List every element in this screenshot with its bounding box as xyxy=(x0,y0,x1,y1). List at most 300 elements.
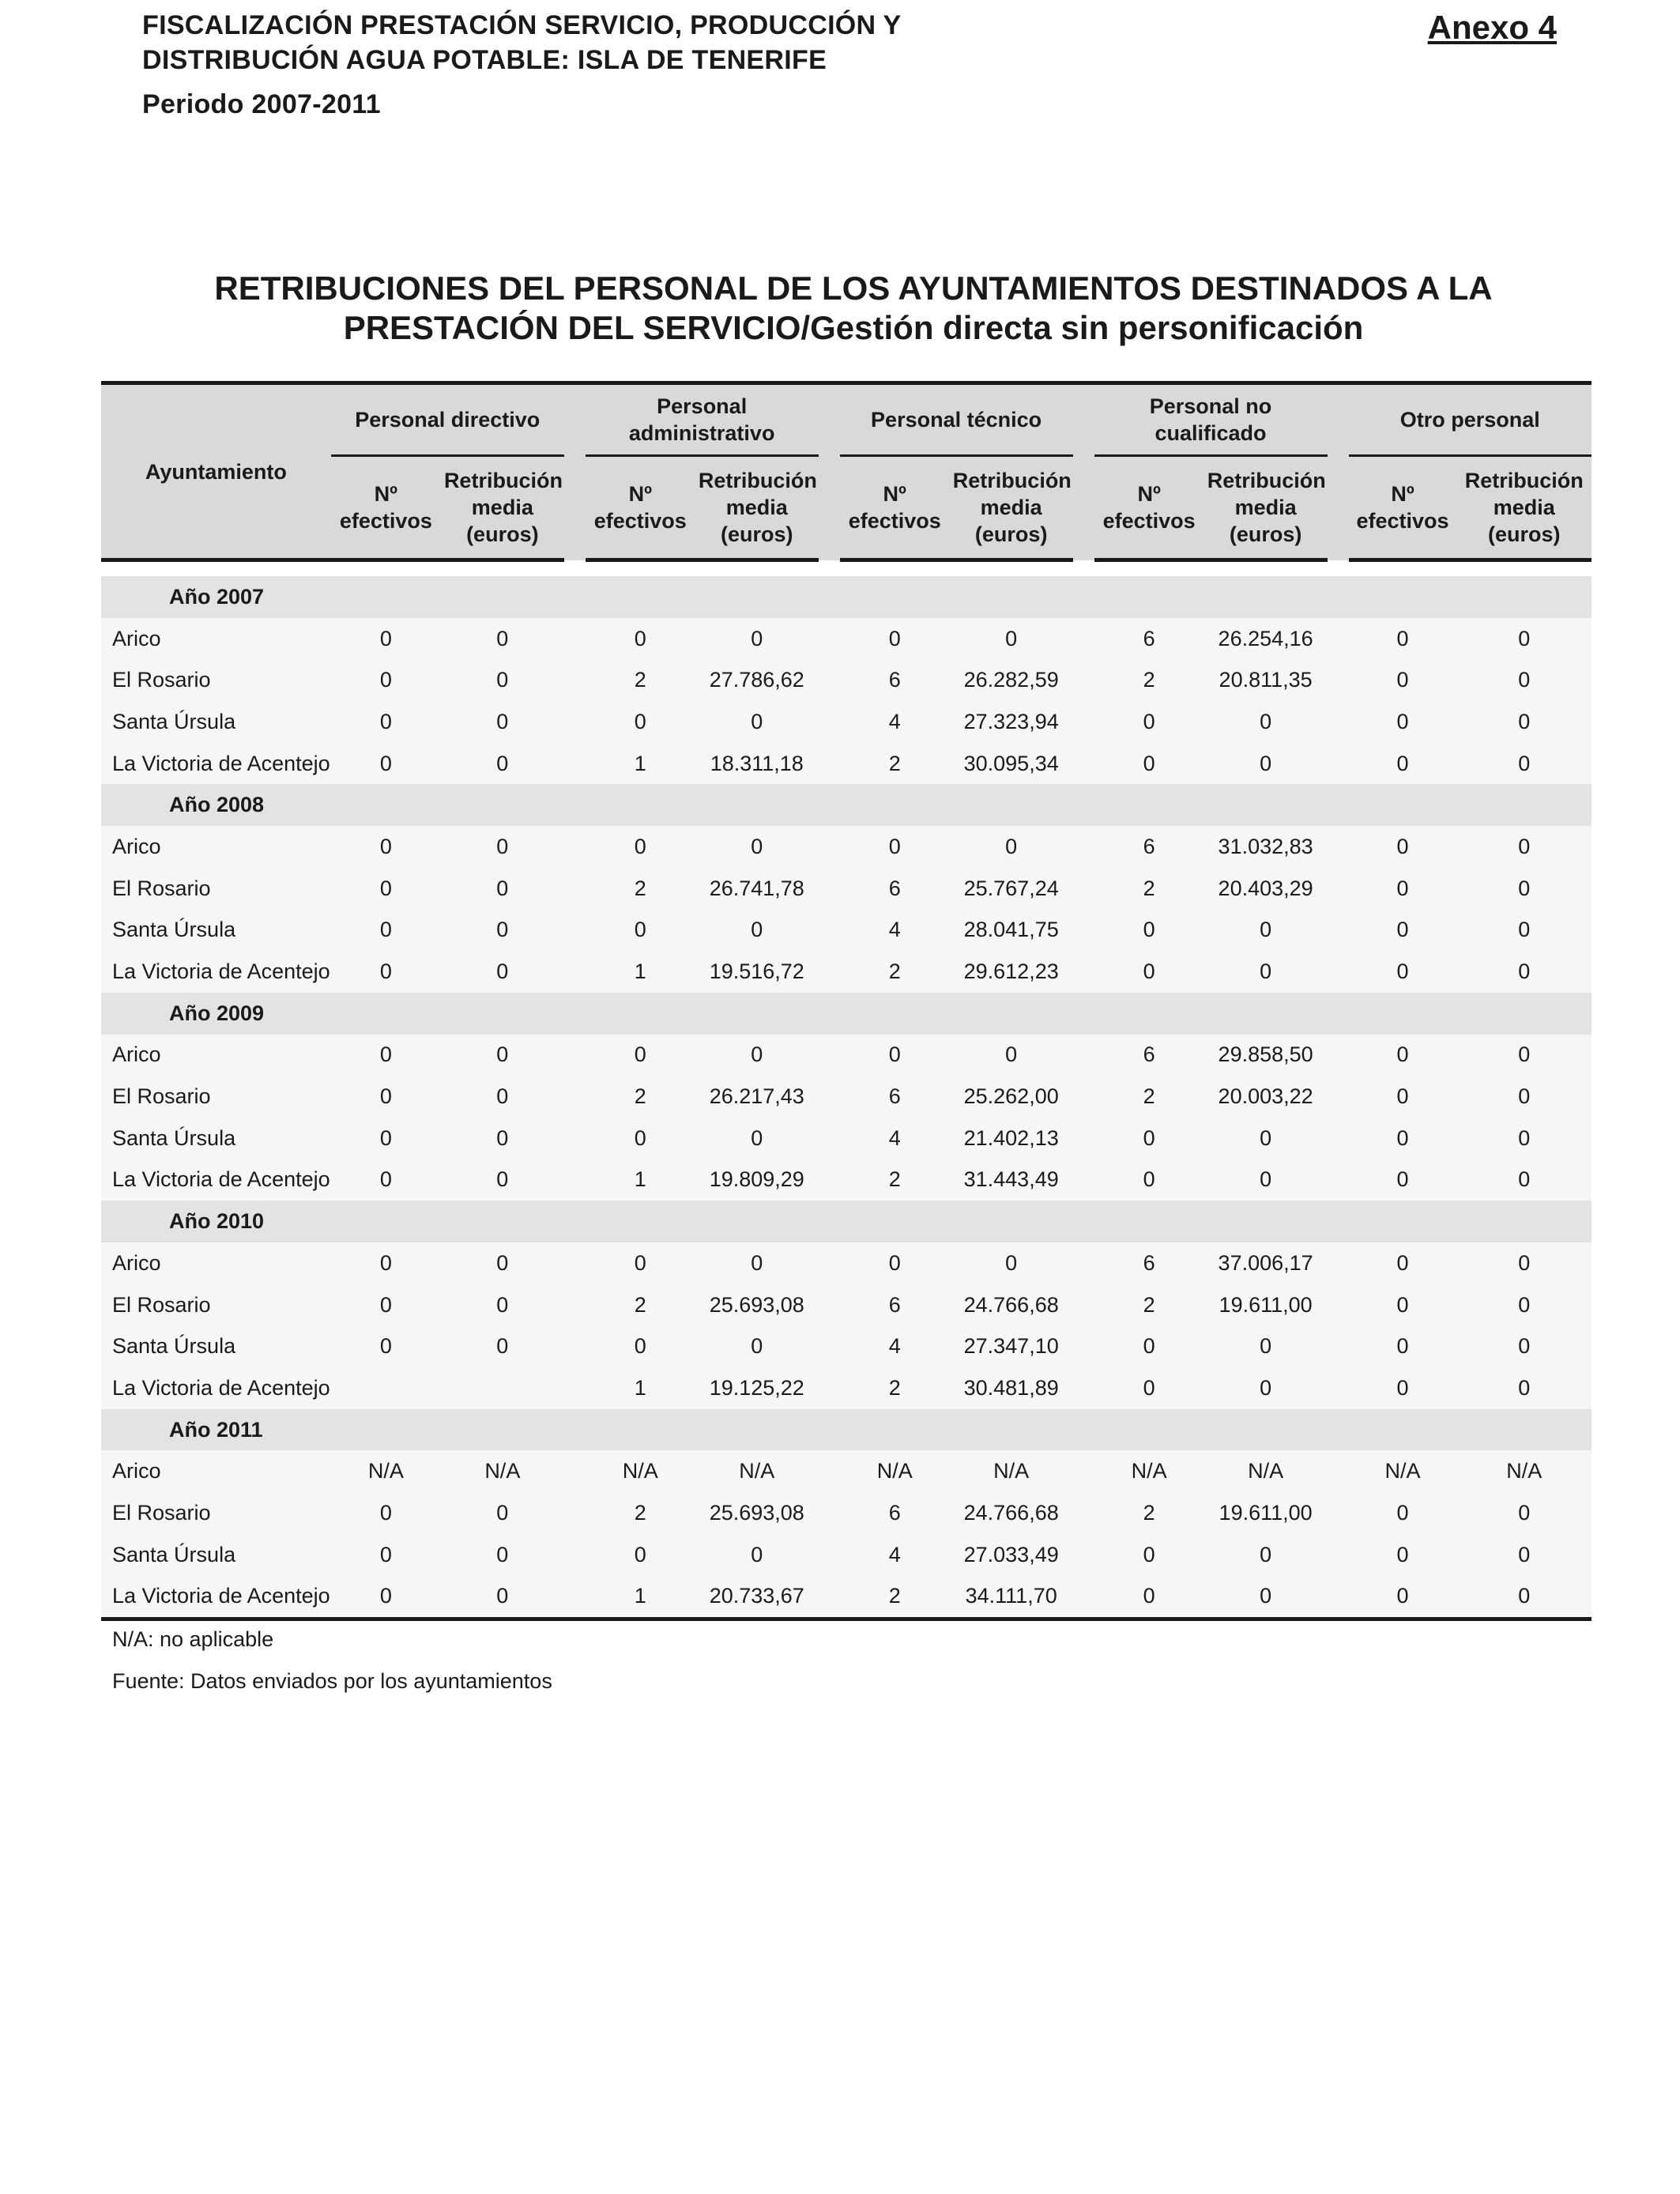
pay-cell: 0 xyxy=(1457,826,1591,868)
count-cell: 2 xyxy=(1094,1284,1204,1326)
pay-cell: 0 xyxy=(1457,1242,1591,1284)
column-gap xyxy=(564,1284,586,1326)
pay-cell: 0 xyxy=(441,1035,564,1076)
column-gap xyxy=(1328,1534,1349,1576)
column-gap xyxy=(1328,826,1349,868)
count-cell: 4 xyxy=(840,1325,950,1367)
count-cell: 4 xyxy=(840,701,950,743)
year-label: Año 2009 xyxy=(101,993,1591,1035)
pay-cell: 31.032,83 xyxy=(1204,826,1328,868)
count-cell: 0 xyxy=(1349,1035,1457,1076)
count-cell: 0 xyxy=(331,659,441,701)
pay-cell: 26.217,43 xyxy=(695,1076,819,1118)
column-gap xyxy=(1328,1035,1349,1076)
count-cell: 6 xyxy=(840,1492,950,1534)
pay-cell: 27.033,49 xyxy=(950,1534,1073,1576)
pay-cell: 0 xyxy=(441,1076,564,1118)
pay-cell: 21.402,13 xyxy=(950,1118,1073,1159)
pay-cell: N/A xyxy=(695,1450,819,1492)
column-gap xyxy=(819,383,840,560)
pay-cell: 25.767,24 xyxy=(950,868,1073,910)
column-header-pay: Retribución media (euros) xyxy=(695,456,819,560)
column-gap xyxy=(564,826,586,868)
count-cell: 0 xyxy=(586,1035,695,1076)
count-cell: 0 xyxy=(331,1534,441,1576)
column-gap xyxy=(819,659,840,701)
column-header-pay: Retribución media (euros) xyxy=(1204,456,1328,560)
pay-cell: 0 xyxy=(1457,1576,1591,1619)
count-cell: 0 xyxy=(1349,1325,1457,1367)
count-cell: 6 xyxy=(1094,618,1204,660)
municipality-name: La Victoria de Acentejo xyxy=(101,1159,331,1201)
municipality-name: El Rosario xyxy=(101,1076,331,1118)
table-row xyxy=(101,1450,1591,1492)
pay-cell: 0 xyxy=(1457,743,1591,785)
count-cell: 0 xyxy=(331,743,441,785)
count-cell: 6 xyxy=(1094,826,1204,868)
column-gap xyxy=(1073,743,1094,785)
count-cell: 0 xyxy=(331,1159,441,1201)
table-row xyxy=(101,1325,1591,1367)
count-cell: 2 xyxy=(1094,1076,1204,1118)
table-row xyxy=(101,1118,1591,1159)
count-cell: 0 xyxy=(331,1325,441,1367)
count-cell: 0 xyxy=(1094,1118,1204,1159)
year-label: Año 2008 xyxy=(101,784,1591,826)
pay-cell: 0 xyxy=(695,1035,819,1076)
column-gap xyxy=(819,701,840,743)
pay-cell: 0 xyxy=(1204,1159,1328,1201)
count-cell: 1 xyxy=(586,1159,695,1201)
column-group-header: Personal técnico xyxy=(840,383,1073,456)
pay-cell: 0 xyxy=(1457,701,1591,743)
column-gap xyxy=(564,701,586,743)
pay-cell: 26.741,78 xyxy=(695,868,819,910)
count-cell: 0 xyxy=(331,1035,441,1076)
municipality-name: La Victoria de Acentejo xyxy=(101,1576,331,1619)
count-cell: 0 xyxy=(331,1242,441,1284)
pay-cell: 30.481,89 xyxy=(950,1367,1073,1409)
column-gap xyxy=(1073,1325,1094,1367)
table-row xyxy=(101,1367,1591,1409)
count-cell: N/A xyxy=(1349,1450,1457,1492)
count-cell: 2 xyxy=(1094,659,1204,701)
count-cell: 0 xyxy=(1094,1367,1204,1409)
column-gap xyxy=(1328,1076,1349,1118)
count-cell: 0 xyxy=(1349,868,1457,910)
count-cell: 0 xyxy=(331,868,441,910)
count-cell: 0 xyxy=(586,1325,695,1367)
pay-cell: 0 xyxy=(695,826,819,868)
pay-cell: 0 xyxy=(441,1242,564,1284)
count-cell: 0 xyxy=(331,910,441,952)
column-header-count: Nº efectivos xyxy=(1094,456,1204,560)
table-row xyxy=(101,1035,1591,1076)
count-cell: N/A xyxy=(331,1450,441,1492)
pay-cell: 18.311,18 xyxy=(695,743,819,785)
column-gap xyxy=(1073,1035,1094,1076)
count-cell: 0 xyxy=(1349,1118,1457,1159)
pay-cell: 28.041,75 xyxy=(950,910,1073,952)
count-cell: 0 xyxy=(1349,1284,1457,1326)
table-row xyxy=(101,868,1591,910)
pay-cell: N/A xyxy=(1204,1450,1328,1492)
municipality-name: La Victoria de Acentejo xyxy=(101,1367,331,1409)
column-gap xyxy=(819,618,840,660)
annex-label: Anexo 4 xyxy=(1427,9,1557,46)
column-gap xyxy=(564,1325,586,1367)
count-cell: 0 xyxy=(1349,1076,1457,1118)
count-cell: 1 xyxy=(586,951,695,993)
pay-cell: 29.858,50 xyxy=(1204,1035,1328,1076)
pay-cell: 25.693,08 xyxy=(695,1492,819,1534)
count-cell: 4 xyxy=(840,1534,950,1576)
table-row xyxy=(101,826,1591,868)
pay-cell: 0 xyxy=(441,659,564,701)
table-row xyxy=(101,659,1591,701)
pay-cell: 0 xyxy=(1204,951,1328,993)
pay-cell: 0 xyxy=(1457,1159,1591,1201)
column-gap xyxy=(1328,910,1349,952)
column-gap xyxy=(1328,383,1349,560)
municipality-name: Arico xyxy=(101,1450,331,1492)
count-cell: 0 xyxy=(1349,1492,1457,1534)
count-cell: 2 xyxy=(840,1159,950,1201)
column-gap xyxy=(819,910,840,952)
municipality-name: El Rosario xyxy=(101,1492,331,1534)
pay-cell: 0 xyxy=(1457,868,1591,910)
count-cell: 0 xyxy=(586,618,695,660)
table-body xyxy=(101,560,1591,1619)
count-cell: 2 xyxy=(586,1076,695,1118)
count-cell: 6 xyxy=(840,1076,950,1118)
pay-cell: 0 xyxy=(441,1576,564,1619)
column-gap xyxy=(564,659,586,701)
pay-cell: 20.733,67 xyxy=(695,1576,819,1619)
column-gap xyxy=(1073,1284,1094,1326)
column-gap xyxy=(564,951,586,993)
pay-cell: 0 xyxy=(695,618,819,660)
count-cell: 1 xyxy=(586,1576,695,1619)
count-cell: 2 xyxy=(840,1367,950,1409)
pay-cell: 0 xyxy=(1457,1492,1591,1534)
pay-cell: 0 xyxy=(1204,1534,1328,1576)
pay-cell: 0 xyxy=(695,701,819,743)
pay-cell: 26.282,59 xyxy=(950,659,1073,701)
year-label: Año 2010 xyxy=(101,1201,1591,1242)
column-gap xyxy=(564,743,586,785)
year-row xyxy=(101,784,1591,826)
count-cell: 0 xyxy=(331,1576,441,1619)
column-gap xyxy=(819,1284,840,1326)
column-gap xyxy=(1328,618,1349,660)
pay-cell: 0 xyxy=(441,618,564,660)
column-gap xyxy=(1328,1576,1349,1619)
pay-cell: 0 xyxy=(950,618,1073,660)
column-gap xyxy=(564,1076,586,1118)
table-title xyxy=(103,269,1604,348)
municipality-name: Arico xyxy=(101,1035,331,1076)
pay-cell: 20.003,22 xyxy=(1204,1076,1328,1118)
count-cell: 6 xyxy=(1094,1035,1204,1076)
pay-cell: 19.516,72 xyxy=(695,951,819,993)
table-row xyxy=(101,1242,1591,1284)
pay-cell: 26.254,16 xyxy=(1204,618,1328,660)
column-group-header: Personal administrativo xyxy=(586,383,819,456)
pay-cell: 19.125,22 xyxy=(695,1367,819,1409)
count-cell: 0 xyxy=(1094,910,1204,952)
column-gap xyxy=(1328,868,1349,910)
column-gap xyxy=(564,1576,586,1619)
count-cell: 0 xyxy=(331,618,441,660)
table-row xyxy=(101,1576,1591,1619)
pay-cell: 27.323,94 xyxy=(950,701,1073,743)
pay-cell: N/A xyxy=(950,1450,1073,1492)
table-title-line-2: PRESTACIÓN DEL SERVICIO/Gestión directa sin personificación xyxy=(343,309,1364,346)
municipality-name: El Rosario xyxy=(101,1284,331,1326)
column-gap xyxy=(1328,1284,1349,1326)
column-gap xyxy=(1073,1534,1094,1576)
count-cell: 0 xyxy=(840,826,950,868)
pay-cell: 0 xyxy=(1457,1035,1591,1076)
table-notes xyxy=(112,1619,552,1702)
municipality-name: El Rosario xyxy=(101,868,331,910)
column-gap xyxy=(564,1159,586,1201)
column-gap xyxy=(819,1450,840,1492)
count-cell: 2 xyxy=(840,743,950,785)
pay-cell: 0 xyxy=(441,910,564,952)
count-cell: 0 xyxy=(1349,701,1457,743)
pay-cell: 20.811,35 xyxy=(1204,659,1328,701)
count-cell: 2 xyxy=(586,868,695,910)
municipality-name: Santa Úrsula xyxy=(101,1534,331,1576)
count-cell: N/A xyxy=(1094,1450,1204,1492)
pay-cell: 37.006,17 xyxy=(1204,1242,1328,1284)
pay-cell: 0 xyxy=(1457,1325,1591,1367)
pay-cell: 0 xyxy=(950,1242,1073,1284)
pay-cell: 0 xyxy=(441,1284,564,1326)
column-gap xyxy=(1073,1576,1094,1619)
column-gap xyxy=(1328,1450,1349,1492)
pay-cell: 0 xyxy=(1204,1118,1328,1159)
column-gap xyxy=(1073,1159,1094,1201)
column-gap xyxy=(819,951,840,993)
pay-cell: 0 xyxy=(1457,1367,1591,1409)
note-source: Fuente: Datos enviados por los ayuntamientos xyxy=(112,1669,552,1693)
column-gap xyxy=(564,383,586,560)
municipality-name: La Victoria de Acentejo xyxy=(101,743,331,785)
column-gap xyxy=(1328,1325,1349,1367)
pay-cell: 0 xyxy=(441,1325,564,1367)
table-row xyxy=(101,1159,1591,1201)
count-cell: 0 xyxy=(1094,1534,1204,1576)
column-header-pay: Retribución media (euros) xyxy=(1457,456,1591,560)
count-cell: 2 xyxy=(1094,1492,1204,1534)
column-gap xyxy=(1073,868,1094,910)
count-cell: 0 xyxy=(586,1534,695,1576)
column-gap xyxy=(564,1450,586,1492)
pay-cell: 24.766,68 xyxy=(950,1492,1073,1534)
count-cell: 0 xyxy=(1094,951,1204,993)
year-row xyxy=(101,1201,1591,1242)
column-gap xyxy=(1328,1159,1349,1201)
column-gap xyxy=(819,1576,840,1619)
page-header xyxy=(142,8,1557,122)
count-cell: N/A xyxy=(840,1450,950,1492)
pay-cell: 0 xyxy=(1204,1325,1328,1367)
count-cell: 1 xyxy=(586,1367,695,1409)
pay-cell: 0 xyxy=(441,868,564,910)
count-cell: 2 xyxy=(840,1576,950,1619)
column-gap xyxy=(1073,826,1094,868)
pay-cell: N/A xyxy=(1457,1450,1591,1492)
count-cell: 0 xyxy=(1094,1576,1204,1619)
column-gap xyxy=(564,618,586,660)
column-gap xyxy=(1073,1076,1094,1118)
column-header-pay: Retribución media (euros) xyxy=(950,456,1073,560)
pay-cell: 0 xyxy=(695,1118,819,1159)
pay-cell: 0 xyxy=(1457,659,1591,701)
pay-cell: 0 xyxy=(1204,743,1328,785)
count-cell: 0 xyxy=(586,1118,695,1159)
count-cell: 0 xyxy=(1349,951,1457,993)
column-header-count: Nº efectivos xyxy=(331,456,441,560)
column-gap xyxy=(819,1242,840,1284)
municipality-name: Arico xyxy=(101,1242,331,1284)
column-gap xyxy=(1073,618,1094,660)
column-gap xyxy=(819,743,840,785)
pay-cell: 0 xyxy=(695,1242,819,1284)
column-gap xyxy=(564,868,586,910)
count-cell: 6 xyxy=(840,1284,950,1326)
year-row xyxy=(101,993,1591,1035)
column-gap xyxy=(1328,951,1349,993)
column-gap xyxy=(819,1118,840,1159)
count-cell xyxy=(331,1367,441,1409)
column-gap xyxy=(564,1367,586,1409)
pay-cell: 0 xyxy=(1204,910,1328,952)
municipality-name: El Rosario xyxy=(101,659,331,701)
count-cell: 0 xyxy=(840,618,950,660)
column-header-ayuntamiento: Ayuntamiento xyxy=(101,383,331,560)
column-gap xyxy=(1328,1118,1349,1159)
pay-cell: 0 xyxy=(441,1492,564,1534)
report-title-line-1: FISCALIZACIÓN PRESTACIÓN SERVICIO, PRODUCCIÓN Y xyxy=(142,10,902,40)
column-gap xyxy=(1328,659,1349,701)
count-cell: 0 xyxy=(1094,701,1204,743)
count-cell: 2 xyxy=(586,659,695,701)
count-cell: 0 xyxy=(1349,1576,1457,1619)
pay-cell: 19.611,00 xyxy=(1204,1492,1328,1534)
count-cell: 0 xyxy=(331,1492,441,1534)
count-cell: 4 xyxy=(840,1118,950,1159)
column-header-count: Nº efectivos xyxy=(586,456,695,560)
count-cell: 6 xyxy=(840,659,950,701)
table-title-line-1: RETRIBUCIONES DEL PERSONAL DE LOS AYUNTAMIENTOS DESTINADOS A LA xyxy=(214,270,1493,307)
municipality-name: Santa Úrsula xyxy=(101,1118,331,1159)
pay-cell: 0 xyxy=(695,1534,819,1576)
column-gap xyxy=(819,826,840,868)
table-row xyxy=(101,910,1591,952)
municipality-name: Santa Úrsula xyxy=(101,910,331,952)
pay-cell: 0 xyxy=(695,910,819,952)
column-group-header: Personal no cualificado xyxy=(1094,383,1328,456)
count-cell: N/A xyxy=(586,1450,695,1492)
column-gap xyxy=(819,1367,840,1409)
pay-cell: 0 xyxy=(441,743,564,785)
column-gap xyxy=(1073,1118,1094,1159)
count-cell: 0 xyxy=(331,701,441,743)
salary-table-wrapper xyxy=(101,381,1591,1621)
count-cell: 0 xyxy=(1349,1367,1457,1409)
year-row xyxy=(101,576,1591,618)
table-row xyxy=(101,618,1591,660)
table-spacer xyxy=(101,560,1591,577)
pay-cell: 34.111,70 xyxy=(950,1576,1073,1619)
table-row xyxy=(101,1534,1591,1576)
column-group-header: Personal directivo xyxy=(331,383,564,456)
count-cell: 0 xyxy=(1094,1159,1204,1201)
pay-cell: 20.403,29 xyxy=(1204,868,1328,910)
column-gap xyxy=(1073,383,1094,560)
column-gap xyxy=(1073,701,1094,743)
column-gap xyxy=(1073,1450,1094,1492)
pay-cell xyxy=(441,1367,564,1409)
pay-cell: 0 xyxy=(441,1534,564,1576)
table-row xyxy=(101,1076,1591,1118)
pay-cell: 0 xyxy=(441,1118,564,1159)
pay-cell: 19.809,29 xyxy=(695,1159,819,1201)
municipality-name: Arico xyxy=(101,618,331,660)
year-label: Año 2011 xyxy=(101,1409,1591,1451)
column-gap xyxy=(564,910,586,952)
column-gap xyxy=(564,1492,586,1534)
pay-cell: 24.766,68 xyxy=(950,1284,1073,1326)
column-gap xyxy=(1328,1367,1349,1409)
count-cell: 6 xyxy=(1094,1242,1204,1284)
table-row xyxy=(101,1492,1591,1534)
count-cell: 0 xyxy=(1094,743,1204,785)
pay-cell: 19.611,00 xyxy=(1204,1284,1328,1326)
column-gap xyxy=(564,1242,586,1284)
count-cell: 0 xyxy=(840,1242,950,1284)
column-group-header: Otro personal xyxy=(1349,383,1592,456)
count-cell: 0 xyxy=(331,1284,441,1326)
table-row xyxy=(101,701,1591,743)
year-row xyxy=(101,1409,1591,1451)
salary-table xyxy=(101,381,1591,1621)
column-gap xyxy=(819,1325,840,1367)
pay-cell: 0 xyxy=(1204,701,1328,743)
pay-cell: 0 xyxy=(441,826,564,868)
column-gap xyxy=(1328,1242,1349,1284)
municipality-name: Santa Úrsula xyxy=(101,1325,331,1367)
year-label: Año 2007 xyxy=(101,576,1591,618)
pay-cell: 0 xyxy=(1457,1076,1591,1118)
pay-cell: 29.612,23 xyxy=(950,951,1073,993)
count-cell: 2 xyxy=(586,1492,695,1534)
column-gap xyxy=(1073,1242,1094,1284)
column-gap xyxy=(1073,951,1094,993)
count-cell: 2 xyxy=(1094,868,1204,910)
count-cell: 0 xyxy=(586,910,695,952)
pay-cell: 0 xyxy=(950,826,1073,868)
count-cell: 6 xyxy=(840,868,950,910)
count-cell: 0 xyxy=(331,1118,441,1159)
pay-cell: 0 xyxy=(1457,910,1591,952)
count-cell: 0 xyxy=(586,1242,695,1284)
column-gap xyxy=(819,1076,840,1118)
